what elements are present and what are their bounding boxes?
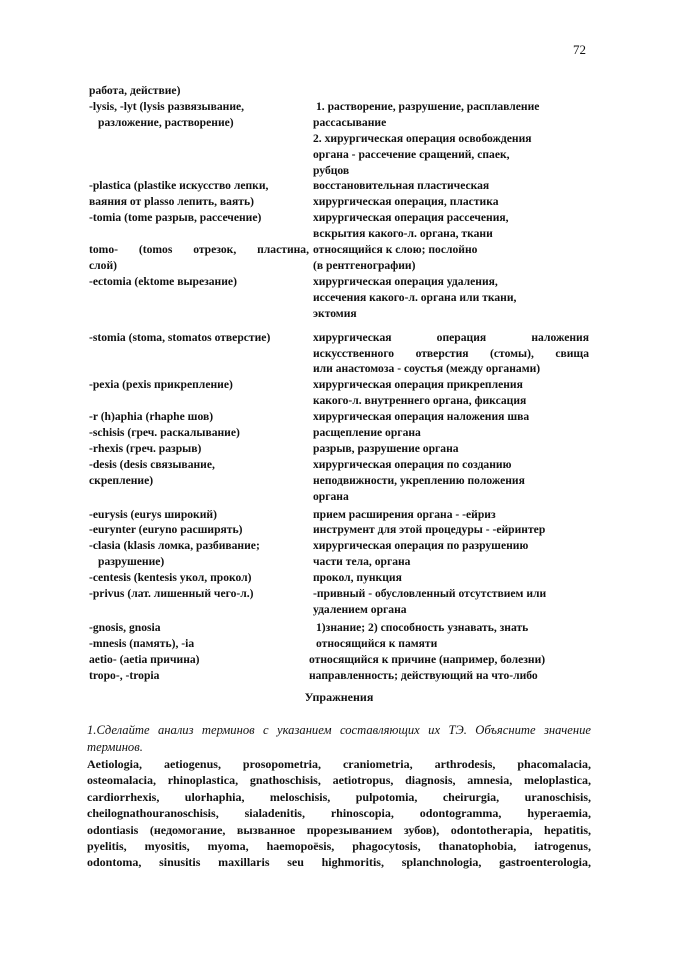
term-cell — [89, 457, 313, 505]
term-line: -eurysis (eurys широкий) — [89, 507, 217, 521]
meaning-line: относящийся к слою; послойно — [313, 243, 478, 257]
meaning-line: эктомия — [313, 306, 357, 320]
meaning-cell — [309, 668, 589, 684]
term-cell — [89, 507, 313, 523]
table-row — [89, 330, 589, 378]
table-row — [89, 274, 589, 322]
table-row — [89, 441, 589, 457]
table-row — [89, 538, 589, 570]
meaning-line: 2. хирургическая операция освобождения — [313, 131, 532, 145]
meaning-line: вскрытия какого-л. органа, ткани — [313, 227, 493, 241]
meaning-line: инструмент для этой процедуры - -ейринтер — [313, 523, 546, 537]
meaning-line: рубцов — [313, 163, 350, 177]
term-cell — [89, 668, 313, 684]
term-cell — [89, 274, 313, 322]
meaning-line: или анастомоза - соустья (между органами) — [313, 362, 541, 376]
term-line: -stomia (stoma, stomatos отверстие) — [89, 330, 271, 344]
meaning-cell — [313, 330, 589, 378]
table-row — [89, 99, 589, 179]
meaning-line: хирургическая операция наложения — [313, 330, 589, 344]
table-row — [89, 652, 589, 668]
terms-line: Aetiologia, aetiogenus, prosopometria, craniometria, arthrodesis, phacomalacia, — [87, 757, 591, 771]
meaning-cell — [313, 441, 589, 457]
meaning-cell — [313, 377, 589, 409]
table-row — [89, 425, 589, 441]
term-cell — [89, 330, 313, 378]
term-line: -clasia (klasis ломка, разбивание; — [89, 539, 260, 553]
meaning-line: органа - рассечение сращений, спаек, — [313, 147, 510, 161]
table-row — [89, 242, 589, 274]
term-cell — [89, 210, 313, 242]
exercise-instruction: 1.Сделайте анализ терминов с указанием составляющих их ТЭ. Объясните значение терминов. — [87, 723, 591, 754]
term-line: -centesis (kentesis укол, прокол) — [89, 571, 252, 585]
meaning-line: -привный - обусловленный отсутствием или — [313, 587, 547, 601]
meaning-line: хирургическая операция прикрепления — [313, 378, 523, 392]
table-row — [89, 377, 589, 409]
table-row — [89, 409, 589, 425]
meaning-cell — [313, 457, 589, 505]
meaning-line: 1. растворение, разрушение, расплавление — [316, 99, 540, 113]
meaning-cell — [313, 636, 589, 652]
term-line: -plastica (plastike искусство лепки, — [89, 179, 269, 193]
term-line: tropo-, -tropia — [89, 668, 160, 682]
term-line: -desis (desis связывание, — [89, 457, 215, 471]
table-row — [89, 210, 589, 242]
terms-line: cheilognathouranoschisis, sialadenitis, rhinoscopia, odontogramma, hyperaemia, — [87, 806, 591, 821]
term-cell — [89, 570, 313, 586]
meaning-line: удалением органа — [313, 603, 407, 616]
meaning-line: хирургическая операция по разрушению — [313, 539, 529, 553]
meaning-cell — [313, 409, 589, 425]
meaning-line: направленность; действующий на что-либо — [309, 668, 538, 682]
term-cell — [89, 242, 313, 274]
table-row — [89, 570, 589, 586]
term-line: aetio- (aetia причина) — [89, 652, 200, 666]
meaning-cell — [313, 522, 589, 538]
meaning-line: относящийся к причине (например, болезни) — [309, 652, 546, 666]
meaning-cell — [313, 242, 589, 274]
terms-line: cardiorrhexis, ulorhaphia, meloschisis, pulpotomia, cheirurgia, uranoschisis, — [87, 789, 591, 804]
term-line: -ectomia (ektome вырезание) — [89, 274, 237, 288]
meaning-line: (в рентгенографии) — [313, 258, 416, 272]
term-line: работа, действие) — [89, 84, 181, 97]
term-line: ваяния от plasso лепить, ваять) — [89, 195, 254, 209]
meaning-line: восстановительная пластическая — [313, 179, 490, 193]
meaning-line: относящийся к памяти — [316, 636, 438, 650]
meaning-line: прием расширения органа - -ейриз — [313, 507, 496, 521]
terms-line: odontiasis (недомогание, вызванное прорезыванием зубов), odontotherapia, hepatitis, — [87, 822, 591, 837]
meaning-cell — [313, 425, 589, 441]
table-row — [89, 668, 589, 684]
term-line: слой) — [89, 258, 117, 272]
meaning-line: части тела, органа — [313, 555, 411, 569]
terms-line: pyelitis, myositis, myoma, haemopoёsis, phagocytosis, thanatophobia, iatrogenus, — [87, 839, 591, 854]
meaning-cell — [313, 507, 589, 523]
term-line: скрепление) — [89, 473, 154, 487]
meaning-line: расщепление органа — [313, 426, 421, 440]
meaning-cell — [309, 652, 589, 668]
term-cell — [89, 178, 313, 210]
meaning-cell — [313, 586, 589, 618]
table-row — [89, 522, 589, 538]
meaning-line: хирургическая операция рассечения, — [313, 211, 509, 225]
term-line: -rhexis (греч. разрыв) — [89, 441, 202, 455]
meaning-cell — [313, 274, 589, 322]
meaning-line: иссечения какого-л. органа или ткани, — [313, 290, 517, 304]
table-row — [89, 507, 589, 523]
term-cell — [89, 586, 313, 618]
term-cell — [89, 377, 313, 409]
term-line: -gnosis, gnosia — [89, 620, 161, 634]
meaning-line: 1)знание; 2) способность узнавать, знать — [316, 620, 529, 634]
term-cell — [89, 636, 313, 652]
term-cell — [89, 409, 313, 425]
meaning-cell — [313, 210, 589, 242]
meaning-cell — [313, 620, 589, 636]
meaning-line: хирургическая операция наложения шва — [313, 410, 530, 424]
meaning-line: прокол, пункция — [313, 571, 402, 585]
term-cell — [89, 652, 313, 668]
meaning-line: хирургическая операция удаления, — [313, 274, 498, 288]
term-cell — [89, 99, 313, 179]
terms-line: odontoma, sinusitis maxillaris seu highmoritis, splanchnologia, gastroenterologia, — [87, 855, 591, 870]
term-cell — [89, 425, 313, 441]
term-cell — [89, 441, 313, 457]
table-row — [89, 178, 589, 210]
meaning-line: какого-л. внутреннего органа, фиксация — [313, 394, 527, 408]
term-line: разложение, растворение) — [98, 115, 234, 129]
term-element-table — [89, 83, 589, 684]
meaning-cell — [313, 99, 589, 179]
term-line: -lysis, -lyt (lysis развязывание, — [89, 99, 245, 113]
table-row — [89, 620, 589, 636]
term-line: -eurynter (euryno расширять) — [89, 523, 243, 537]
table-row — [89, 586, 589, 618]
meaning-cell — [313, 178, 589, 210]
term-line: tomo- (tomos отрезок, пластина, — [89, 243, 309, 257]
term-line: разрушение) — [98, 555, 165, 569]
meaning-line: хирургическая операция по созданию — [313, 457, 512, 471]
term-cell — [89, 83, 313, 99]
term-line: -pexia (pexis прикрепление) — [89, 378, 233, 392]
term-cell — [89, 620, 313, 636]
meaning-cell — [313, 570, 589, 586]
meaning-line: рассасывание — [313, 115, 387, 129]
term-line: -mnesis (память), -ia — [89, 636, 195, 650]
table-row — [89, 636, 589, 652]
term-line: -tomia (tome разрыв, рассечение) — [89, 211, 262, 225]
page-number: 72 — [573, 42, 586, 57]
term-line: -privus (лат. лишенный чего-л.) — [89, 587, 254, 601]
meaning-line: органа — [313, 489, 349, 503]
table-row — [89, 457, 589, 505]
meaning-line: хирургическая операция, пластика — [313, 195, 499, 209]
term-line: -schisis (греч. раскалывание) — [89, 426, 240, 440]
meaning-line: искусственного отверстия (стомы), свища — [313, 346, 589, 360]
exercises-heading: Упражнения — [304, 690, 374, 704]
term-cell — [89, 538, 313, 570]
meaning-line: разрыв, разрушение органа — [313, 441, 459, 455]
term-line: -r (h)aphia (rhaphe шов) — [89, 410, 214, 424]
term-cell — [89, 522, 313, 538]
table-row — [89, 83, 589, 99]
exercise-terms — [87, 756, 591, 871]
meaning-line: неподвижности, укреплению положения — [313, 473, 525, 487]
meaning-cell — [313, 83, 589, 99]
terms-line: osteomalacia, rhinoplastica, gnathoschisis, aetiotropus, diagnosis, amnesia, meloplastica, — [87, 773, 591, 788]
meaning-cell — [313, 538, 589, 570]
